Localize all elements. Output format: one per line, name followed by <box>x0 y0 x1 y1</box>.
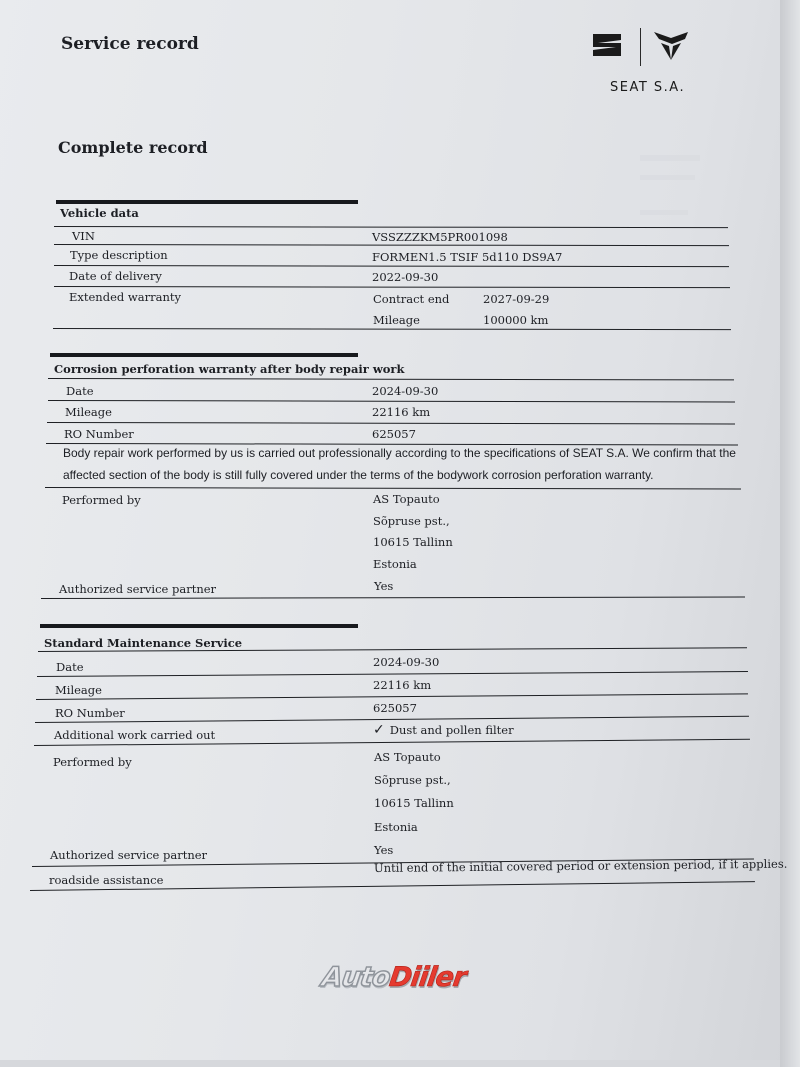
maintenance-partner-label: Authorized service partner <box>50 848 208 862</box>
checkmark-icon: ✓ <box>373 722 385 738</box>
corrosion-partner-value: Yes <box>374 579 394 593</box>
type-label: Type description <box>70 248 168 262</box>
maintenance-mileage-label: Mileage <box>55 683 102 697</box>
show-through-text <box>640 175 695 180</box>
additional-work-value <box>373 722 514 738</box>
page-edge <box>780 0 800 1067</box>
corrosion-section-heading: Corrosion perforation warranty after body repair work <box>54 362 405 376</box>
record-subtitle: Complete record <box>58 138 208 157</box>
maintenance-date-value: 2024-09-30 <box>373 655 440 669</box>
maintenance-performer-line: Sõpruse pst., <box>374 773 451 787</box>
corrosion-performed-label: Performed by <box>62 493 141 507</box>
type-value: FORMEN1.5 TSIF 5d110 DS9A7 <box>372 250 563 264</box>
vehicle-section-heading: Vehicle data <box>60 206 139 220</box>
page-title: Service record <box>61 34 199 54</box>
autodiiler-watermark <box>320 962 468 993</box>
corrosion-mileage-label: Mileage <box>65 405 112 419</box>
warranty-label: Extended warranty <box>69 290 181 304</box>
maintenance-partner-value: Yes <box>374 843 394 857</box>
contract-end-label: Contract end <box>373 292 450 306</box>
additional-work-label: Additional work carried out <box>54 728 216 742</box>
maintenance-performer-line: Estonia <box>374 820 418 834</box>
show-through-text <box>640 155 700 161</box>
logo-divider <box>640 28 641 66</box>
contract-end-value: 2027-09-29 <box>483 292 550 306</box>
delivery-label: Date of delivery <box>69 269 162 283</box>
roadside-label: roadside assistance <box>49 873 164 887</box>
corrosion-date-value: 2024-09-30 <box>372 384 439 398</box>
maintenance-performer-line: AS Topauto <box>374 750 441 764</box>
vin-value: VSSZZZKM5PR001098 <box>372 230 508 244</box>
brand-name: SEAT S.A. <box>610 80 686 95</box>
corrosion-performer-line: Sõpruse pst., <box>373 514 450 528</box>
maintenance-performed-label: Performed by <box>53 755 132 769</box>
section-rule <box>40 624 358 628</box>
maintenance-date-label: Date <box>56 660 84 674</box>
roadside-value: Until end of the initial covered period or extension period, if it applies. <box>373 856 788 875</box>
maintenance-mileage-value: 22116 km <box>373 678 432 692</box>
show-through-text <box>640 210 688 215</box>
warranty-mileage-label: Mileage <box>373 313 420 327</box>
corrosion-date-label: Date <box>66 384 94 398</box>
additional-work-text: Dust and pollen filter <box>389 723 514 737</box>
corrosion-performer-line: Estonia <box>373 557 417 571</box>
cupra-logo-icon <box>652 30 690 62</box>
vin-label: VIN <box>72 229 95 243</box>
corrosion-performer-line: AS Topauto <box>373 492 440 506</box>
section-rule <box>56 200 358 204</box>
watermark-diiler: Diiler <box>387 962 468 993</box>
watermark-auto: Auto <box>319 962 392 993</box>
section-rule <box>50 353 358 357</box>
corrosion-mileage-value: 22116 km <box>372 405 431 419</box>
warranty-mileage-value: 100000 km <box>483 313 549 327</box>
corrosion-ro-value: 625057 <box>372 427 416 441</box>
brand-logo <box>590 28 700 98</box>
maintenance-section-heading: Standard Maintenance Service <box>44 636 243 650</box>
corrosion-partner-label: Authorized service partner <box>59 582 217 596</box>
maintenance-performer-line: 10615 Tallinn <box>374 796 454 810</box>
maintenance-ro-value: 625057 <box>373 701 417 715</box>
corrosion-warranty-note: Body repair work performed by us is carried out professionally according to the specifications of SEAT S.A. We confirm that the affected section of the body is still fully covered under the terms of the bodywork corrosion perforation warranty. <box>63 446 736 482</box>
seat-logo-icon <box>590 30 624 60</box>
corrosion-ro-label: RO Number <box>64 427 134 441</box>
maintenance-ro-label: RO Number <box>55 706 125 720</box>
delivery-value: 2022-09-30 <box>372 270 439 284</box>
corrosion-performer-line: 10615 Tallinn <box>373 535 453 549</box>
